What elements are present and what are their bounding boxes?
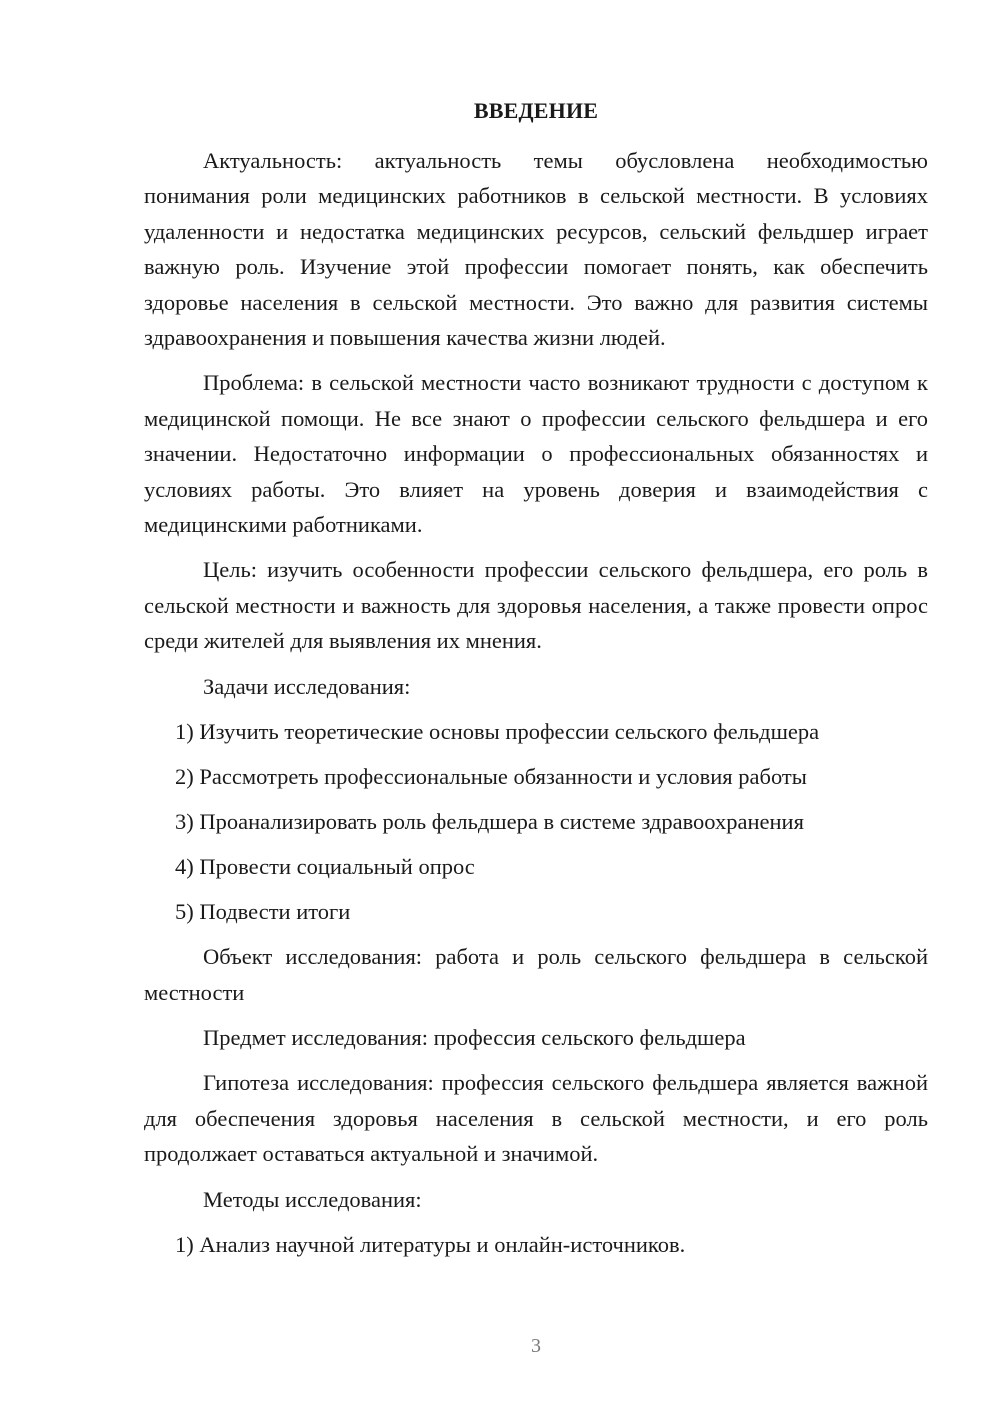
task-item-3: 3) Проанализировать роль фельдшера в системе здравоохранения (175, 809, 804, 835)
task-item-4: 4) Провести социальный опрос (175, 854, 475, 880)
paragraph-relevance: Актуальность: актуальность темы обусловлена необходимостью понимания роли медицинских работников в сельской местности. В условиях удаленности и недостатка медицинских ресурсов, сельский фельдшер играет важную роль. Изучение этой профессии помогает понять, как обеспечить здоровье населения в сельской местности. Это важно для развития системы здравоохранения и повышения качества жизни людей. (144, 148, 928, 351)
page-number: 3 (531, 1335, 541, 1357)
document-page (144, 0, 928, 1414)
paragraph-goal: Цель: изучить особенности профессии сельского фельдшера, его роль в сельской местности и важность для здоровья населения, а также провести опрос среди жителей для выявления их мнения. (144, 557, 928, 654)
paragraph-subject: Предмет исследования: профессия сельского фельдшера (203, 1024, 746, 1050)
paragraph-object: Объект исследования: работа и роль сельского фельдшера в сельской местности (144, 944, 928, 1005)
paragraph-problem: Проблема: в сельской местности часто возникают трудности с доступом к медицинской помощи. Не все знают о профессии сельского фельдшера и его значении. Недостаточно информации о профессиональных обязанностях и условиях работы. Это влияет на уровень доверия и взаимодействия с медицинскими работниками. (144, 370, 928, 538)
method-item-1: 1) Анализ научной литературы и онлайн-источников. (175, 1231, 686, 1257)
tasks-heading: Задачи исследования: (203, 673, 411, 699)
document-body (144, 143, 928, 1272)
task-item-2: 2) Рассмотреть профессиональные обязанности и условия работы (175, 764, 807, 790)
task-item-5: 5) Подвести итоги (175, 899, 351, 925)
section-title: ВВЕДЕНИЕ (473, 98, 599, 123)
methods-heading: Методы исследования: (203, 1186, 422, 1212)
task-item-1: 1) Изучить теоретические основы профессии сельского фельдшера (175, 719, 820, 745)
paragraph-hypothesis: Гипотеза исследования: профессия сельского фельдшера является важной для обеспечения здоровья населения в сельской местности, и его роль продолжает оставаться актуальной и значимой. (144, 1070, 928, 1167)
